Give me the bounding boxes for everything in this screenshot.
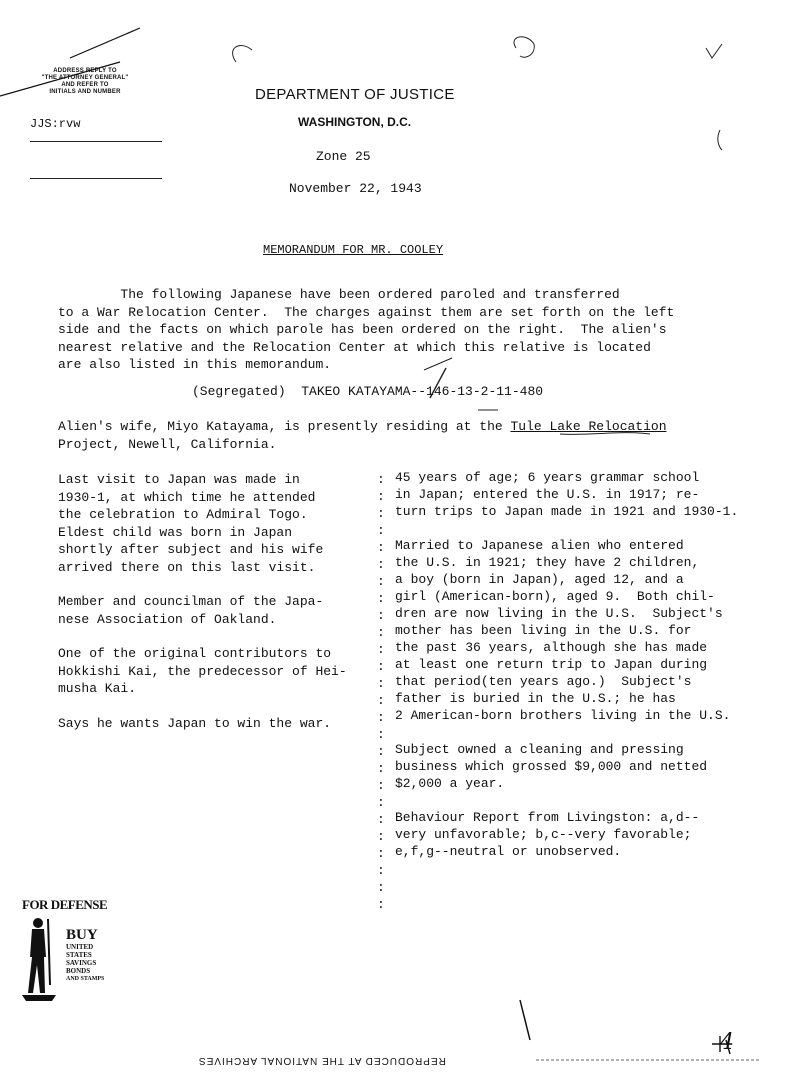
charge-line: arrived there on this last visit. bbox=[58, 559, 316, 575]
memo-title: MEMORANDUM FOR MR. COOLEY bbox=[263, 243, 444, 257]
address-note-line: "THE ATTORNEY GENERAL" bbox=[41, 75, 129, 81]
wife-line-2: Project, Newell, California. bbox=[58, 437, 277, 452]
stamp-line: STATES bbox=[66, 951, 92, 959]
charge-line: One of the original contributors to bbox=[58, 646, 332, 661]
charges-column bbox=[58, 471, 368, 749]
charge-line: nese Association of Oakland. bbox=[58, 611, 277, 627]
fact-line: dren are now living in the U.S. Subject's bbox=[395, 606, 723, 621]
intro-line: to a War Relocation Center. The charges against them are set forth on the left bbox=[58, 304, 675, 320]
wife-text: Alien's wife, Miyo Katayama, is presently residing at the bbox=[58, 419, 511, 434]
charge-line: Eldest child was born in Japan bbox=[58, 524, 293, 540]
intro-line: The following Japanese have been ordered paroled and transferred bbox=[58, 287, 620, 302]
fact-line: that period(ten years ago.) Subject's bbox=[395, 674, 692, 689]
address-note-line: INITIALS AND NUMBER bbox=[49, 89, 121, 95]
fact-line: mother has been living in the U.S. for bbox=[395, 623, 692, 638]
subject-line: (Segregated) TAKEO KATAYAMA--146-13-2-11-480 bbox=[192, 384, 544, 399]
initials-rule-2 bbox=[30, 178, 162, 179]
archive-footer: REPRODUCED AT THE NATIONAL ARCHIVES bbox=[198, 1055, 446, 1066]
stamp-buy: BUY bbox=[66, 927, 98, 943]
intro-line: side and the facts on which parole has been ordered on the right. The alien's bbox=[58, 322, 667, 337]
fact-line: a boy (born in Japan), aged 12, and a bbox=[395, 572, 684, 587]
fact-line: Married to Japanese alien who entered bbox=[395, 538, 684, 553]
fact-line: 45 years of age; 6 years grammar school bbox=[395, 470, 700, 485]
city-heading: WASHINGTON, D.C. bbox=[298, 115, 412, 129]
fact-block bbox=[395, 537, 775, 724]
address-reply-note bbox=[30, 68, 140, 96]
charge-line: Member and councilman of the Japa- bbox=[58, 594, 324, 609]
intro-line: nearest relative and the Relocation Center at which this relative is located bbox=[58, 339, 651, 355]
stamp-line: SAVINGS bbox=[66, 959, 97, 967]
fact-line: 2 American-born brothers living in the U.S. bbox=[395, 708, 731, 723]
zone-line: Zone 25 bbox=[316, 149, 371, 164]
stamp-line: UNITED bbox=[66, 943, 94, 951]
handwritten-page-number: 4 bbox=[720, 1030, 734, 1055]
department-heading: DEPARTMENT OF JUSTICE bbox=[255, 86, 455, 103]
fact-line: e,f,g--neutral or unobserved. bbox=[395, 844, 622, 859]
charge-line: 1930-1, at which time he attended bbox=[58, 489, 316, 505]
wife-line-1 bbox=[58, 418, 667, 436]
address-note-line: AND REFER TO bbox=[61, 82, 109, 88]
stamp-top-text: FOR DEFENSE bbox=[22, 897, 108, 912]
memo-date: November 22, 1943 bbox=[289, 181, 422, 196]
minuteman-figure-icon bbox=[22, 915, 58, 1003]
fact-line: very unfavorable; b,c--very favorable; bbox=[395, 827, 692, 842]
stamp-line: AND STAMPS bbox=[66, 976, 105, 982]
fact-line: $2,000 a year. bbox=[395, 776, 505, 791]
fact-line: in Japan; entered the U.S. in 1917; re- bbox=[395, 487, 700, 502]
charge-line: musha Kai. bbox=[58, 681, 137, 696]
intro-paragraph bbox=[58, 286, 758, 374]
fact-line: father is buried in the U.S.; he has bbox=[395, 691, 676, 706]
fact-line: business which grossed $9,000 and netted bbox=[395, 759, 708, 774]
fact-block bbox=[395, 469, 775, 520]
charge-block bbox=[58, 715, 368, 733]
charge-block bbox=[58, 593, 368, 628]
stamp-line: BONDS bbox=[66, 967, 91, 975]
charge-block bbox=[58, 645, 368, 698]
address-note-line: ADDRESS REPLY TO bbox=[53, 68, 117, 74]
fact-block bbox=[395, 741, 775, 792]
charge-block bbox=[58, 471, 368, 576]
charge-line: Hokkishi Kai, the predecessor of Hei- bbox=[58, 663, 347, 679]
wife-paragraph bbox=[58, 418, 667, 454]
fact-line: the past 36 years, although she has made bbox=[395, 640, 708, 655]
fact-line: girl (American-born), aged 9. Both chil- bbox=[395, 589, 715, 604]
fact-line: at least one return trip to Japan during bbox=[395, 657, 708, 672]
reference-initials: JJS:rvw bbox=[30, 117, 81, 131]
initials-rule-1 bbox=[30, 141, 162, 142]
charge-line: shortly after subject and his wife bbox=[58, 542, 324, 557]
fact-block bbox=[395, 809, 775, 860]
intro-line: are also listed in this memorandum. bbox=[58, 357, 332, 372]
facts-column bbox=[395, 469, 775, 877]
relocation-center-name: Tule Lake Relocation bbox=[510, 419, 667, 434]
fact-line: Subject owned a cleaning and pressing bbox=[395, 742, 684, 757]
colon-separator-column: : : : : : : : : : : : : : : : : : : : : : : : : : : bbox=[377, 472, 385, 912]
fact-line: Behaviour Report from Livingston: a,d-- bbox=[395, 810, 700, 825]
fact-line: turn trips to Japan made in 1921 and 1930-1. bbox=[395, 504, 739, 519]
charge-line: the celebration to Admiral Togo. bbox=[58, 507, 308, 522]
defense-bonds-stamp bbox=[22, 897, 112, 1007]
stamp-text-block bbox=[66, 927, 104, 983]
fact-line: the U.S. in 1921; they have 2 children, bbox=[395, 555, 700, 570]
charge-line: Last visit to Japan was made in bbox=[58, 472, 300, 487]
charge-line: Says he wants Japan to win the war. bbox=[58, 715, 332, 731]
